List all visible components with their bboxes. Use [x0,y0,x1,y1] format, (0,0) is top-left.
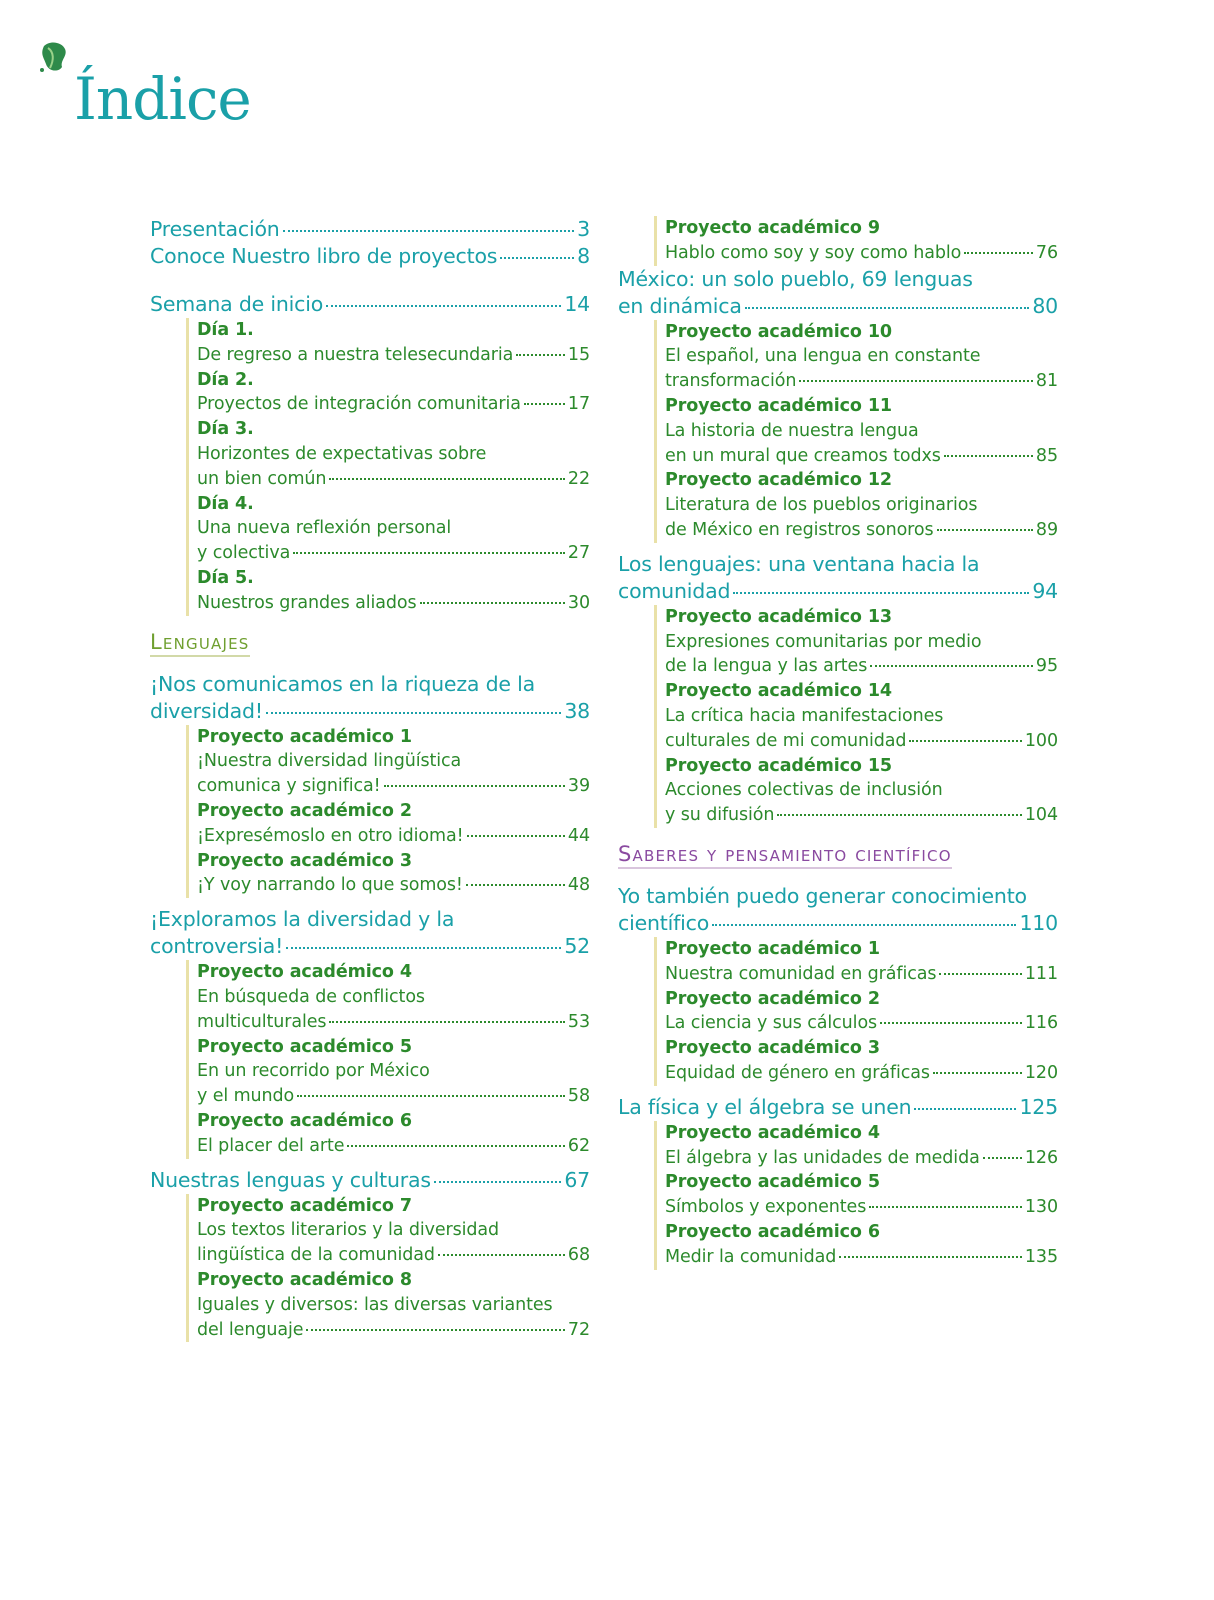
entry-title: científico [618,910,710,935]
entry-title: La ciencia y sus cálculos [665,1013,878,1034]
section-heading-saberes: Saberes y pensamiento científico [618,842,952,869]
toc-sublist-yo-tambien [654,937,1058,1086]
toc-project-s2[interactable] [665,987,1058,1037]
toc-sublist-nuestras-lenguas [186,1194,590,1343]
entry-title: Los textos literarios y la diversidad [197,1220,500,1241]
entry-title: La física y el álgebra se unen [618,1094,912,1119]
page-number: 81 [1035,371,1058,392]
page-number: 94 [1032,578,1058,603]
project-label: Proyecto académico 13 [665,606,892,627]
project-label: Proyecto académico 9 [665,218,880,238]
toc-project-2[interactable] [197,799,590,849]
toc-entry-la-fisica[interactable] [618,1094,1058,1121]
toc-project-9[interactable] [665,216,1058,266]
toc-sublist-la-fisica [654,1121,1058,1270]
toc-project-7[interactable] [197,1194,590,1268]
project-label: Proyecto académico 11 [665,395,892,416]
project-label: Proyecto académico 8 [197,1269,412,1290]
page-number: 52 [564,934,590,959]
entry-title: Símbolos y exponentes [665,1197,867,1218]
page-number: 39 [567,776,590,797]
toc-project-s5[interactable] [665,1170,1058,1220]
toc-project-3[interactable] [197,849,590,899]
project-label: Proyecto académico 2 [665,988,880,1009]
section-heading-lenguajes: Lenguajes [150,630,250,657]
entry-title: Iguales y diversos: las diversas variantes [197,1294,553,1315]
page-number: 85 [1035,445,1058,466]
entry-title: ¡Expresémoslo en otro idioma! [197,825,464,846]
toc-sublist-los-lenguajes [654,605,1058,828]
entry-title: Nuestras lenguas y culturas [150,1167,431,1192]
toc-entry-semana[interactable] [150,291,590,318]
entry-title: Nuestra comunidad en gráficas [665,963,937,984]
page-number: 53 [567,1011,590,1032]
entry-title: y el mundo [197,1086,295,1107]
toc-day-2[interactable] [197,368,590,418]
project-label: Proyecto académico 3 [197,850,412,871]
entry-title: Equidad de género en gráficas [665,1062,930,1083]
page-number: 58 [567,1086,590,1107]
toc-project-s1[interactable] [665,937,1058,987]
entry-title: Semana de inicio [150,292,324,316]
entry-title: La historia de nuestra lengua [665,420,919,441]
entry-title: El placer del arte [197,1135,345,1156]
toc-project-14[interactable] [665,679,1058,753]
entry-title: Acciones colectivas de inclusión [665,780,943,801]
toc-project-4[interactable] [197,960,590,1034]
page-title: Índice [74,65,251,133]
toc-project-s4[interactable] [665,1121,1058,1171]
project-label: Proyecto académico 1 [665,938,880,959]
page-number: 125 [1019,1094,1058,1119]
page-number: 38 [564,698,590,723]
entry-title: en un mural que creamos todxs [665,445,941,466]
entry-title: De regreso a nuestra telesecundaria [197,344,514,365]
project-label: Proyecto académico 1 [197,726,412,747]
entry-title: Proyectos de integración comunitaria [197,394,521,415]
page-number: 72 [567,1319,590,1340]
project-label: Proyecto académico 4 [665,1122,880,1143]
page-number: 14 [564,292,590,316]
toc-project-10[interactable] [665,320,1058,394]
project-label: Proyecto académico 5 [665,1172,880,1193]
toc-entry-exploramos[interactable] [150,906,590,960]
entry-title: del lenguaje [197,1319,304,1340]
leaf-logo-icon [38,40,68,74]
page-number: 76 [1035,242,1058,263]
entry-title: Presentación [150,217,280,241]
entry-title: El español, una lengua en constante [665,346,981,367]
project-label: Proyecto académico 2 [197,800,412,821]
page-number: 95 [1035,656,1058,677]
toc-entry-nuestras-lenguas[interactable] [150,1167,590,1194]
entry-title: Yo también puedo generar conocimiento [618,883,1027,908]
toc-day-4[interactable] [197,492,590,566]
entry-title: culturales de mi comunidad [665,730,907,751]
toc-project-s3[interactable] [665,1036,1058,1086]
page-number: 30 [567,592,590,613]
page-number: 22 [567,468,590,489]
project-label: Proyecto académico 10 [665,321,892,342]
entry-title: México: un solo pueblo, 69 lenguas [618,266,973,291]
page-number: 126 [1024,1147,1058,1168]
page-number: 100 [1024,730,1058,751]
entry-title: Horizontes de expectativas sobre [197,443,487,464]
entry-title: y colectiva [197,543,291,564]
entry-title: ¡Y voy narrando lo que somos! [197,875,463,896]
entry-title: de la lengua y las artes [665,656,868,677]
project-label: Proyecto académico 12 [665,470,892,491]
toc-entry-mexico[interactable] [618,266,1058,320]
toc-project-13[interactable] [665,605,1058,679]
project-label: Proyecto académico 7 [197,1195,412,1216]
day-label: Día 1. [197,320,254,340]
toc-project-15[interactable] [665,754,1058,828]
toc-entry-yo-tambien[interactable] [618,883,1058,937]
day-label: Día 4. [197,493,254,514]
entry-title: Los lenguajes: una ventana hacia la [618,551,980,576]
toc-column-left [150,216,590,1342]
page-number: 116 [1024,1013,1058,1034]
entry-title: lingüística de la comunidad [197,1245,435,1266]
entry-title: en dinámica [618,293,742,318]
project-label: Proyecto académico 3 [665,1038,880,1059]
page-number: 15 [567,344,590,365]
entry-title: multiculturales [197,1011,327,1032]
entry-title: La crítica hacia manifestaciones [665,705,944,726]
toc-entry-presentacion[interactable] [150,216,590,243]
toc-entry-los-lenguajes[interactable] [618,551,1058,605]
project-label: Proyecto académico 5 [197,1036,412,1057]
toc-sublist-exploramos [186,960,590,1158]
page-number: 135 [1024,1246,1058,1267]
page-number: 8 [577,244,590,268]
entry-title: Literatura de los pueblos originarios [665,495,978,516]
entry-title: En búsqueda de conflictos [197,986,425,1007]
page-number: 3 [577,217,590,241]
day-label: Día 2. [197,369,254,390]
entry-title: de México en registros sonoros [665,519,934,540]
toc-project-8[interactable] [197,1268,590,1342]
entry-title: diversidad! [150,698,263,723]
entry-title: comunidad [618,578,731,603]
project-label: Proyecto académico 4 [197,962,412,983]
toc-sublist-semana [186,318,590,616]
page-number: 44 [567,825,590,846]
page-number: 110 [1019,910,1058,935]
toc-sublist-continued [654,216,1058,266]
page-number: 17 [567,394,590,415]
page-number: 27 [567,543,590,564]
entry-title: Una nueva reflexión personal [197,518,452,539]
toc-entry-conoce[interactable] [150,243,590,270]
entry-title: Expresiones comunitarias por medio [665,631,982,652]
page-number: 48 [567,875,590,896]
entry-title: y su difusión [665,805,775,826]
toc-day-1[interactable] [197,318,590,368]
page-number: 130 [1024,1197,1058,1218]
entry-title: controversia! [150,934,284,959]
entry-title: Conoce Nuestro libro de proyectos [150,244,498,268]
toc-entry-nos-comunicamos[interactable] [150,671,590,725]
project-label: Proyecto académico 6 [665,1221,880,1242]
entry-title: En un recorrido por México [197,1061,430,1082]
toc-day-5[interactable] [197,566,590,616]
toc-sublist-nos-comunicamos [186,725,590,899]
toc-day-3[interactable] [197,417,590,491]
entry-title: Nuestros grandes aliados [197,592,417,613]
page-number: 104 [1024,805,1058,826]
page-number: 68 [567,1245,590,1266]
day-label: Día 5. [197,567,254,588]
toc-project-s6[interactable] [665,1220,1058,1270]
entry-title: Medir la comunidad [665,1246,837,1267]
toc-sublist-mexico [654,320,1058,543]
entry-title: ¡Nuestra diversidad lingüística [197,751,462,772]
toc-project-6[interactable] [197,1109,590,1159]
project-label: Proyecto académico 6 [197,1110,412,1131]
page-number: 89 [1035,519,1058,540]
toc-project-11[interactable] [665,394,1058,468]
entry-title: transformación [665,371,797,392]
day-label: Día 3. [197,419,254,440]
page-number: 80 [1032,293,1058,318]
page-number: 120 [1024,1062,1058,1083]
toc-project-5[interactable] [197,1035,590,1109]
entry-title: ¡Nos comunicamos en la riqueza de la [150,671,535,696]
toc-project-12[interactable] [665,468,1058,542]
entry-title: El álgebra y las unidades de medida [665,1147,980,1168]
entry-title: Hablo como soy y soy como hablo [665,242,962,263]
page-number: 67 [564,1167,590,1192]
page-number: 111 [1024,963,1058,984]
entry-title: ¡Exploramos la diversidad y la [150,907,455,932]
project-label: Proyecto académico 14 [665,681,892,702]
project-label: Proyecto académico 15 [665,755,892,776]
entry-title: comunica y significa! [197,776,381,797]
toc-column-right [618,216,1058,1270]
page-number: 62 [567,1135,590,1156]
toc-project-1[interactable] [197,725,590,799]
entry-title: un bien común [197,468,327,489]
